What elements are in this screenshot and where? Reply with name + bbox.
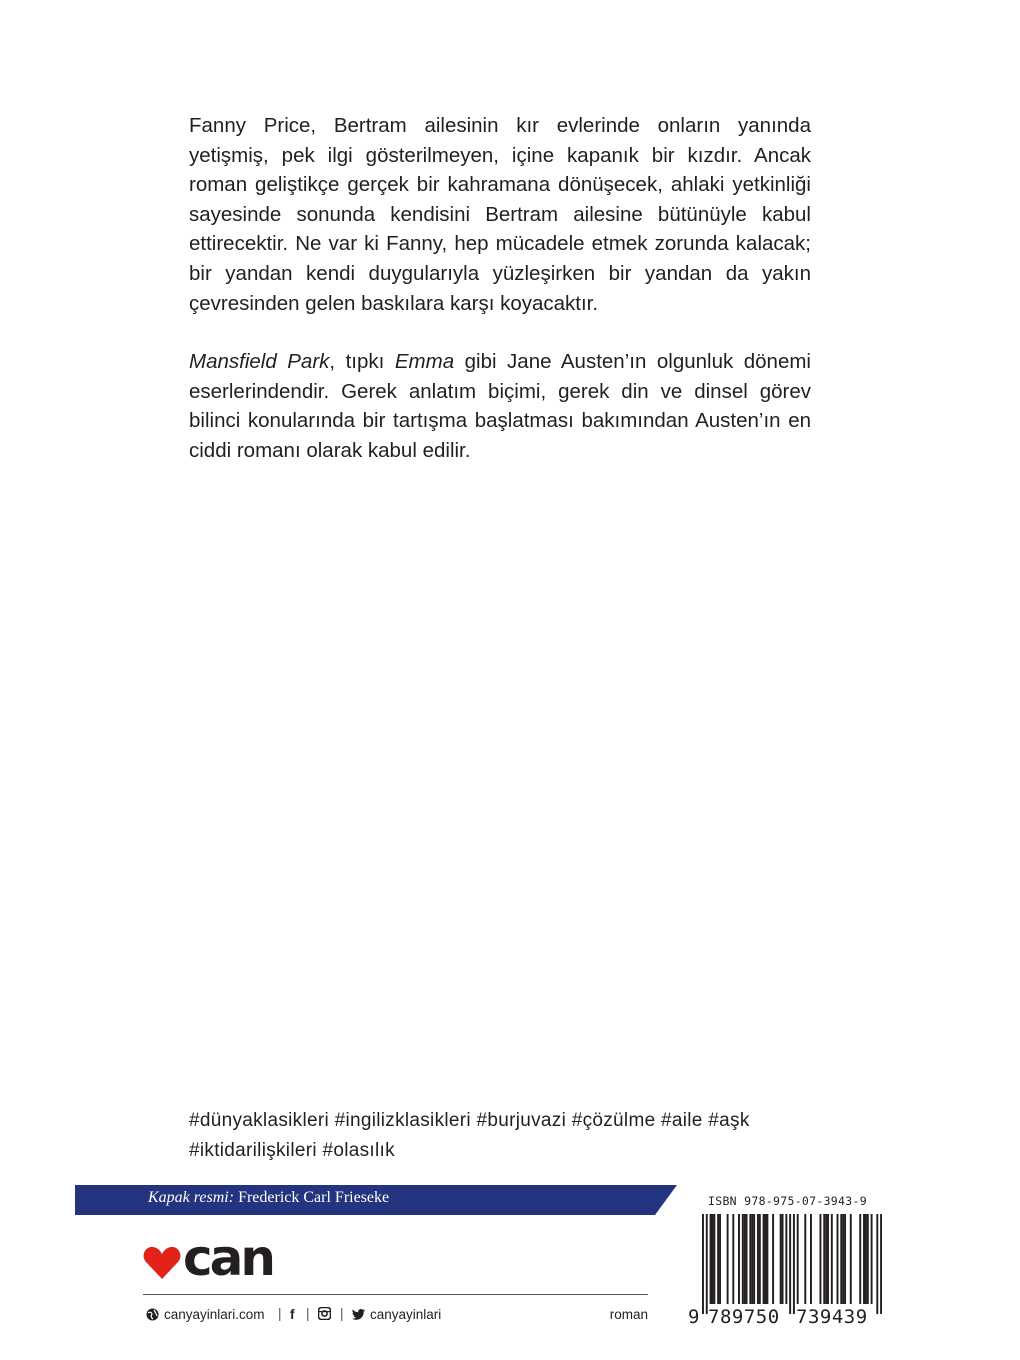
blurb-paragraph-1: Fanny Price, Bertram ailesinin kır evlerinde onların yanında yetişmiş, pek ilgi gösterilmeyen, içine kapanık bir kızdır. Ancak roman geliştikçe gerçek bir kahramana dönüşecek, ahlaki yetkinliği sayesinde sonunda kendisini Bertram ailesine bütünüyle kabul ettirecektir. Ne var ki Fanny, hep mücadele etmek zorunda kalacak; bir yandan kendi duygularıyla yüzleşirken bir yandan da yakın çevresinden gelen baskılara karşı koyacaktır. bbox=[189, 114, 811, 315]
barcode-bar bbox=[717, 1214, 719, 1304]
barcode-bar bbox=[744, 1214, 746, 1304]
hashtag: #ingilizklasikleri bbox=[334, 1110, 471, 1131]
barcode-bar bbox=[859, 1214, 861, 1304]
cover-credit-name: Frederick Carl Frieseke bbox=[238, 1189, 390, 1206]
barcode-bar bbox=[810, 1214, 812, 1304]
barcode-bar bbox=[757, 1214, 759, 1304]
website-text: canyayinlari.com bbox=[164, 1307, 265, 1322]
barcode-bar bbox=[702, 1214, 704, 1314]
instagram-icon bbox=[318, 1307, 331, 1320]
barcode-bar bbox=[719, 1214, 721, 1304]
barcode-bar bbox=[825, 1214, 827, 1304]
barcode-bar bbox=[831, 1214, 833, 1304]
hashtag: #olasılık bbox=[322, 1139, 395, 1161]
blurb-text: , tıpkı bbox=[329, 350, 395, 374]
book-title-emma: Emma bbox=[394, 350, 455, 374]
barcode-bar bbox=[876, 1214, 878, 1314]
barcode-bar bbox=[751, 1214, 753, 1304]
barcode-bar bbox=[867, 1214, 869, 1304]
barcode-bar bbox=[753, 1214, 755, 1304]
barcode-bar bbox=[804, 1214, 806, 1304]
hashtag: #iktidarilişkileri bbox=[189, 1139, 317, 1161]
barcode-bar bbox=[732, 1214, 734, 1304]
facebook-link[interactable] bbox=[290, 1307, 295, 1322]
barcode-bar bbox=[727, 1214, 729, 1304]
barcode-bar bbox=[827, 1214, 829, 1304]
cover-credit bbox=[148, 1189, 389, 1207]
barcode-bar bbox=[759, 1214, 761, 1304]
barcode-bar bbox=[742, 1214, 744, 1304]
footer-separator: | bbox=[278, 1306, 282, 1321]
barcode-bar bbox=[793, 1214, 795, 1314]
globe-icon bbox=[146, 1308, 159, 1321]
heart-icon bbox=[143, 1246, 181, 1280]
footer-separator: | bbox=[306, 1306, 310, 1321]
barcode-bar bbox=[711, 1214, 713, 1304]
barcode-bar bbox=[863, 1214, 865, 1304]
ean-left-group: 789750 bbox=[708, 1306, 780, 1328]
isbn-barcode bbox=[686, 1194, 882, 1334]
footer-divider bbox=[143, 1294, 648, 1295]
barcode-bar bbox=[765, 1214, 767, 1304]
barcode-bar bbox=[782, 1214, 784, 1304]
hashtag: #dünyaklasikleri bbox=[189, 1110, 329, 1131]
barcode-bar bbox=[842, 1214, 844, 1304]
twitter-icon bbox=[352, 1309, 365, 1320]
facebook-icon: f bbox=[290, 1307, 295, 1322]
barcode-bar bbox=[865, 1214, 867, 1304]
barcode-bar bbox=[710, 1214, 712, 1304]
barcode-bar bbox=[871, 1214, 873, 1304]
barcode-bars bbox=[702, 1214, 882, 1314]
hashtag: #çözülme bbox=[571, 1110, 656, 1131]
hashtag: #burjuvazi bbox=[476, 1110, 567, 1131]
barcode-bar bbox=[844, 1214, 846, 1304]
barcode-bar bbox=[749, 1214, 751, 1304]
barcode-bar bbox=[880, 1214, 882, 1314]
publisher-logo bbox=[143, 1229, 293, 1287]
ean-first-digit: 9 bbox=[688, 1306, 700, 1328]
barcode-bar bbox=[766, 1214, 768, 1304]
book-title-mansfield-park: Mansfield Park bbox=[189, 350, 330, 374]
hashtag: #aşk bbox=[708, 1110, 750, 1131]
publisher-footer bbox=[146, 1307, 648, 1327]
barcode-bar bbox=[706, 1214, 708, 1314]
hashtag-list bbox=[189, 1106, 829, 1165]
hashtag: #aile bbox=[661, 1110, 703, 1131]
barcode-bar bbox=[819, 1214, 821, 1304]
barcode-bar bbox=[785, 1214, 787, 1304]
back-cover-blurb bbox=[189, 111, 811, 495]
barcode-bar bbox=[837, 1214, 839, 1304]
barcode-bar bbox=[738, 1214, 740, 1304]
barcode-bar bbox=[746, 1214, 748, 1304]
blurb-text: gibi Jane Austen’ın olgunluk dönemi eserlerindendir. Gerek anlatım biçimi, gerek din ve dinsel görev bilinci konularında bir tartışma başlatması bakımından Austen’ın en ciddi romanı olarak kabul edilir. bbox=[189, 350, 811, 462]
barcode-bar bbox=[850, 1214, 852, 1304]
barcode-bar bbox=[789, 1214, 791, 1314]
isbn-label: ISBN 978-975-07-3943-9 bbox=[708, 1194, 867, 1208]
website-link[interactable] bbox=[146, 1307, 265, 1322]
twitter-link[interactable] bbox=[352, 1307, 441, 1322]
cover-credit-label: Kapak resmi: bbox=[148, 1189, 235, 1206]
barcode-bar bbox=[797, 1214, 799, 1304]
barcode-bar bbox=[840, 1214, 842, 1304]
barcode-bar bbox=[823, 1214, 825, 1304]
blurb-paragraph-2 bbox=[189, 347, 811, 465]
instagram-link[interactable] bbox=[318, 1307, 331, 1320]
genre-label: roman bbox=[609, 1307, 648, 1322]
barcode-bar bbox=[772, 1214, 774, 1304]
twitter-handle: canyayinlari bbox=[370, 1307, 442, 1322]
cover-credit-band bbox=[75, 1185, 677, 1215]
ean-right-group: 739439 bbox=[796, 1306, 868, 1328]
barcode-bar bbox=[780, 1214, 782, 1304]
barcode-bar bbox=[763, 1214, 765, 1304]
publisher-logo-word: can bbox=[183, 1229, 273, 1287]
barcode-bar bbox=[713, 1214, 715, 1304]
footer-separator: | bbox=[340, 1306, 344, 1321]
